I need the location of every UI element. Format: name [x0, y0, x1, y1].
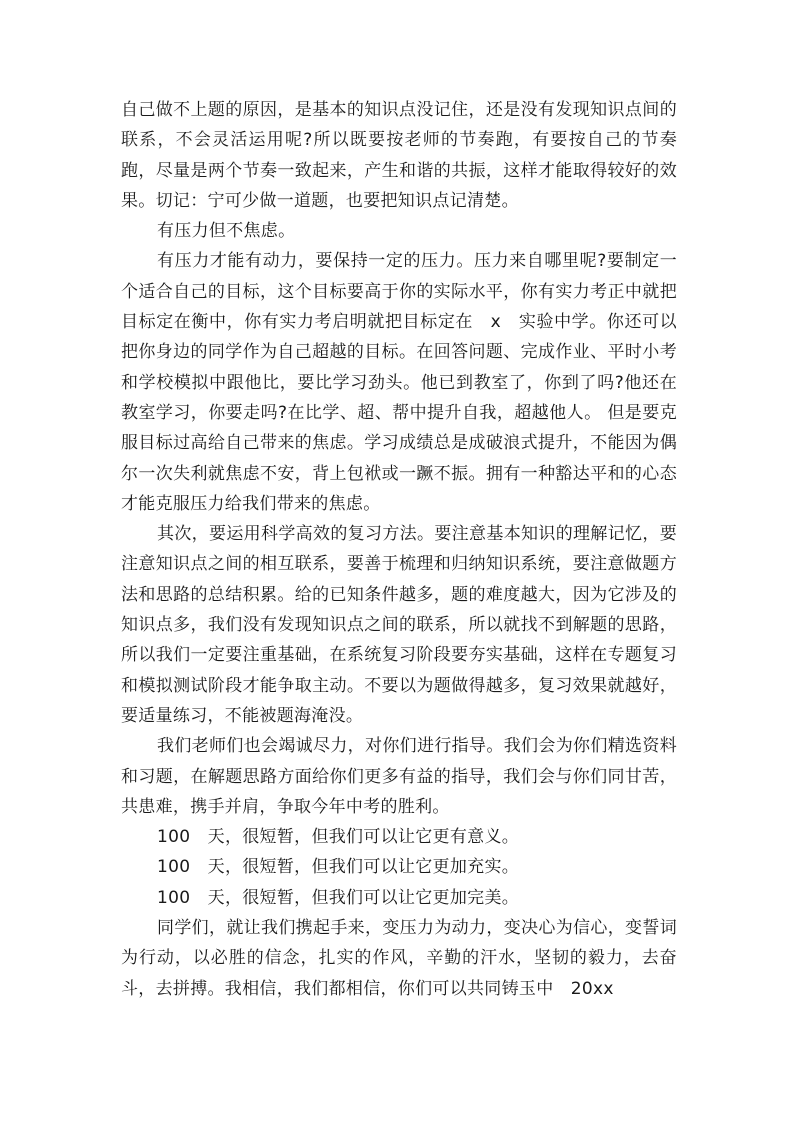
paragraph-teacher-guidance: 我们老师们也会竭诚尽力，对你们进行指导。我们会为你们精选资料和习题，在解题思路方面给你们更多有益的指导，我们会与你们同甘苦，共患难，携手并肩，争取今年中考的胜利。 — [121, 736, 677, 817]
paragraph-100-days-perfect: 100 天，很短暂，但我们可以让它更加完美。 — [157, 887, 520, 908]
paragraph-pressure-motivation: 有压力才能有动力，要保持一定的压力。压力来自哪里呢?要制定一个适合自己的目标，这个目标要高于你的实际水平，你有实力考正中就把目标定在衡中，你有实力考启明就把目标定在 x 实验中学。你还可以把你身边的同学作为自己超越的目标。在回答问题、完成作业、平时小考和学校模拟中跟他比，要比学习劲头。他已到教室了，你到了吗?他还在教室学习，你要走吗?在比学、超、帮中提升自我，超越他人。 但是要克服目标过高给自己带来的焦虑。学习成绩总是成破浪式提升，不能因为偶尔一次失利就焦虑不安，背上包袱或一蹶不振。拥有一种豁达平和的心态才能克服压力给我们带来的焦虑。 — [121, 251, 677, 514]
body-text — [121, 95, 677, 1004]
paragraph-100-days-fulfilling: 100 天，很短暂，但我们可以让它更加充实。 — [157, 857, 520, 878]
paragraph-closing-call: 同学们，就让我们携起手来，变压力为动力，变决心为信心，变誓词为行动，以必胜的信念，扎实的作风，辛勤的汗水，坚韧的毅力，去奋斗，去拼搏。我相信，我们都相信，你们可以共同铸玉中 20xx — [121, 918, 677, 999]
paragraph-heading-pressure: 有压力但不焦虑。 — [157, 221, 296, 242]
paragraph-continuation: 自己做不上题的原因，是基本的知识点没记住，还是没有发现知识点间的联系，不会灵活运用呢?所以既要按老师的节奏跑，有要按自己的节奏跑，尽量是两个节奏一致起来，产生和谐的共振，这样才能取得较好的效果。切记：宁可少做一道题，也要把知识点记清楚。 — [121, 100, 677, 211]
paragraph-review-method: 其次，要运用科学高效的复习方法。要注意基本知识的理解记忆，要注意知识点之间的相互联系，要善于梳理和归纳知识系统，要注意做题方法和思路的总结积累。给的已知条件越多，题的难度越大，因为它涉及的知识点多，我们没有发现知识点之间的联系，所以就找不到解题的思路，所以我们一定要注重基础，在系统复习阶段要夯实基础，这样在专题复习和模拟测试阶段才能争取主动。不要以为题做得越多，复习效果就越好，要适量练习，不能被题海淹没。 — [121, 524, 677, 726]
paragraph-100-days-meaning: 100 天，很短暂，但我们可以让它更有意义。 — [157, 827, 520, 848]
